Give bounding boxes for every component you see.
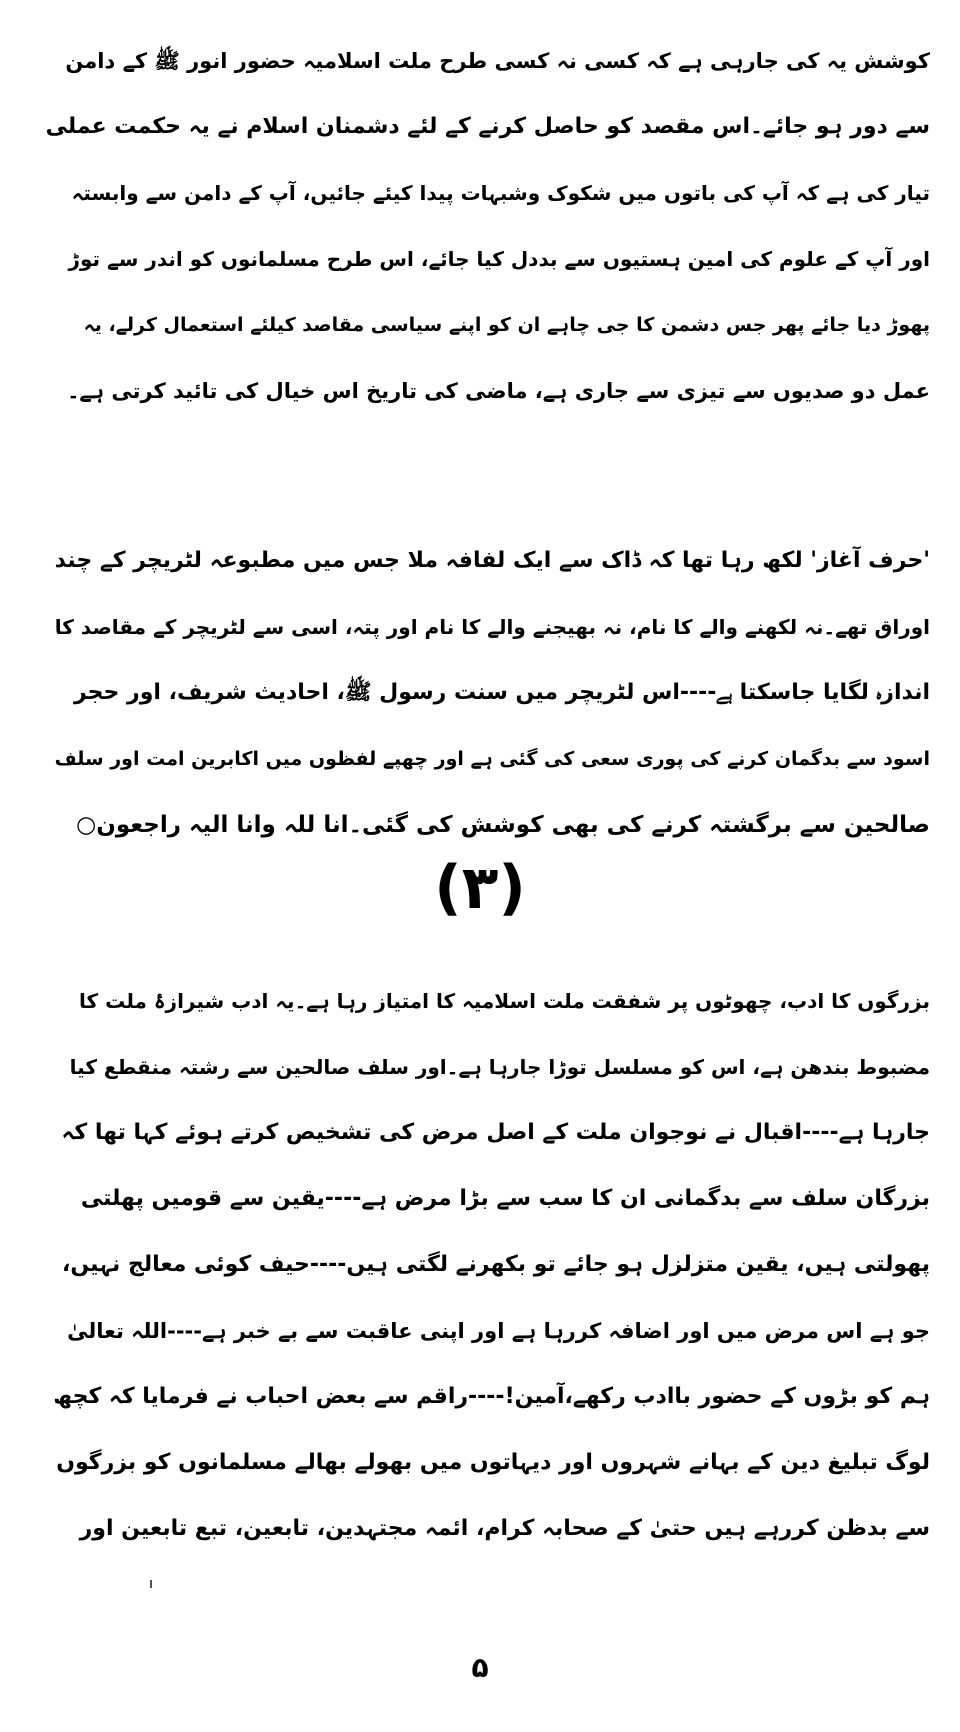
text-line: عمل دو صدیوں سے تیزی سے جاری ہے، ماضی کی تاریخ اس خیال کی تائید کرتی ہے۔ [67, 379, 930, 403]
text-line: سے بدظن کررہے ہیں حتیٰ کے صحابہ کرام، ائمہ مجتہدین، تابعین، تبع تابعین اور [79, 1516, 930, 1541]
text-line: مضبوط بندھن ہے، اس کو مسلسل توڑا جارہا ہے۔اور سلف صالحین سے رشتہ منقطع کیا [69, 1055, 930, 1079]
paragraph-1 [44, 28, 930, 424]
paragraph-2 [44, 528, 930, 858]
text-line: اندازہ لگایا جاسکتا ہے----اس لٹریچر میں سنت رسول ﷺ، احادیث شریف، اور حجر [74, 680, 930, 705]
text-line: ہم کو بڑوں کے حضور باادب رکھے،آمین!----راقم سے بعض احباب نے فرمایا کہ کچھ [53, 1384, 930, 1409]
paragraph-3 [44, 968, 930, 1562]
text-line: جارہا ہے----اقبال نے نوجوان ملت کے اصل مرض کی تشخیص کرتے ہوئے کہا تھا کہ [61, 1120, 930, 1145]
section-number: (۳) [434, 853, 526, 923]
text-line: جو ہے اس مرض میں اور اضافہ کررہا ہے اور اپنی عاقبت سے بے خبر ہے----اللہ تعالیٰ [67, 1319, 930, 1343]
text-line: اور آپ کے علوم کی امین ہستیوں سے بددل کیا جائے، اس طرح مسلمانوں کو اندر سے توڑ [68, 247, 930, 271]
text-line: اسود سے بدگمان کرنے کی پوری سعی کی گئی ہے اور چھپے لفظوں میں اکابرین امت اور سلف [54, 748, 930, 770]
scan-speck [150, 1580, 152, 1588]
text-line: بزرگان سلف سے بدگمانی ان کا سب سے بڑا مرض ہے----یقین سے قومیں پھلتی [80, 1186, 930, 1211]
text-line: پھوڑ دیا جائے پھر جس دشمن کا جی چاہے ان کو اپنے سیاسی مقاصد کیلئے استعمال کرلے، یہ [83, 314, 930, 336]
text-line: لوگ تبلیغ دین کے بہانے شہروں اور دیہاتوں میں بھولے بھالے مسلمانوں کو بزرگوں [56, 1450, 930, 1475]
text-line: تیار کی ہے کہ آپ کی باتوں میں شکوک وشبہات پیدا کیئے جائیں، آپ کے دامن سے وابستہ [71, 181, 930, 205]
page-number: ۵ [471, 1651, 489, 1684]
text-line: بزرگوں کا ادب، چھوٹوں پر شفقت ملت اسلامیہ کا امتیاز رہا ہے۔یہ ادب شیرازۂ ملت کا [79, 989, 930, 1013]
text-line: کوشش یہ کی جارہی ہے کہ کسی نہ کسی طرح ملت اسلامیہ حضور انور ﷺ کے دامن [65, 49, 930, 73]
text-line: اوراق تھے۔نہ لکھنے والے کا نام، نہ بھیجنے والے کا نام اور پتہ، اسی سے لٹریچر کے مقاصد کا [54, 615, 930, 639]
text-line: صالحین سے برگشتہ کرنے کی بھی کوشش کی گئی۔انا للہ وانا الیہ راجعون○ [76, 812, 930, 838]
text-line: سے دور ہو جائے۔اس مقصد کو حاصل کرنے کے لئے دشمنان اسلام نے یہ حکمت عملی [45, 114, 930, 139]
text-line: پھولتی ہیں، یقین متزلزل ہو جائے تو بکھرنے لگتی ہیں----حیف کوئی معالج نہیں، [62, 1252, 930, 1277]
text-line: 'حرف آغاز' لکھ رہا تھا کہ ڈاک سے ایک لفافہ ملا جس میں مطبوعہ لٹریچر کے چند [54, 548, 930, 573]
